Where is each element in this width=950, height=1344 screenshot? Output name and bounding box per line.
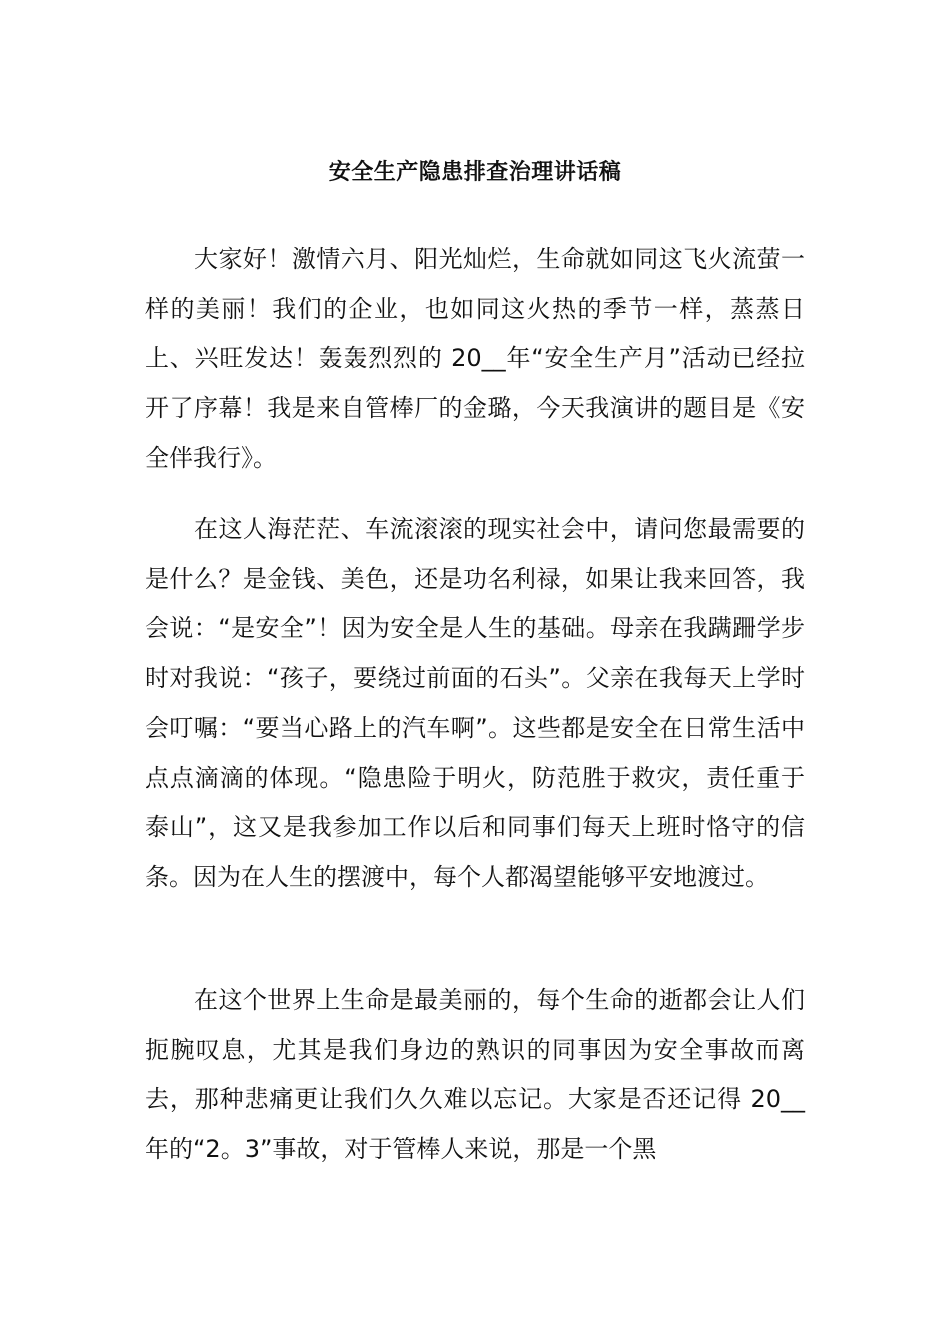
paragraph-1: 大家好！激情六月、阳光灿烂，生命就如同这飞火流萤一样的美丽！我们的企业，也如同这火热的季节一样，蒸蒸日上、兴旺发达！轰轰烈烈的 20__年“安全生产月”活动已经拉开了序幕！我是来自管棒厂的金璐，今天我演讲的题目是《安全伴我行》。 (145, 245, 805, 472)
paragraph-3: 在这个世界上生命是最美丽的，每个生命的逝都会让人们扼腕叹息，尤其是我们身边的熟识的同事因为安全事故而离去，那种悲痛更让我们久久难以忘记。大家是否还记得 20__年的“2。3”事故，对于管棒人来说，那是一个黑 (145, 986, 805, 1164)
paragraph-2: 在这人海茫茫、车流滚滚的现实社会中，请问您最需要的是什么？是金钱、美色，还是功名利禄，如果让我来回答，我会说：“是安全”！因为安全是人生的基础。母亲在我蹒跚学步时对我说：“孩子，要绕过前面的石头”。父亲在我每天上学时会叮嘱：“要当心路上的汽车啊”。这些都是安全在日常生活中点点滴滴的体现。“隐患险于明火，防范胜于救灾，责任重于泰山”，这又是我参加工作以后和同事们每天上班时恪守的信条。因为在人生的摆渡中，每个人都渴望能够平安地渡过。 (145, 515, 805, 891)
document-title: 安全生产隐患排查治理讲话稿 (328, 160, 622, 185)
